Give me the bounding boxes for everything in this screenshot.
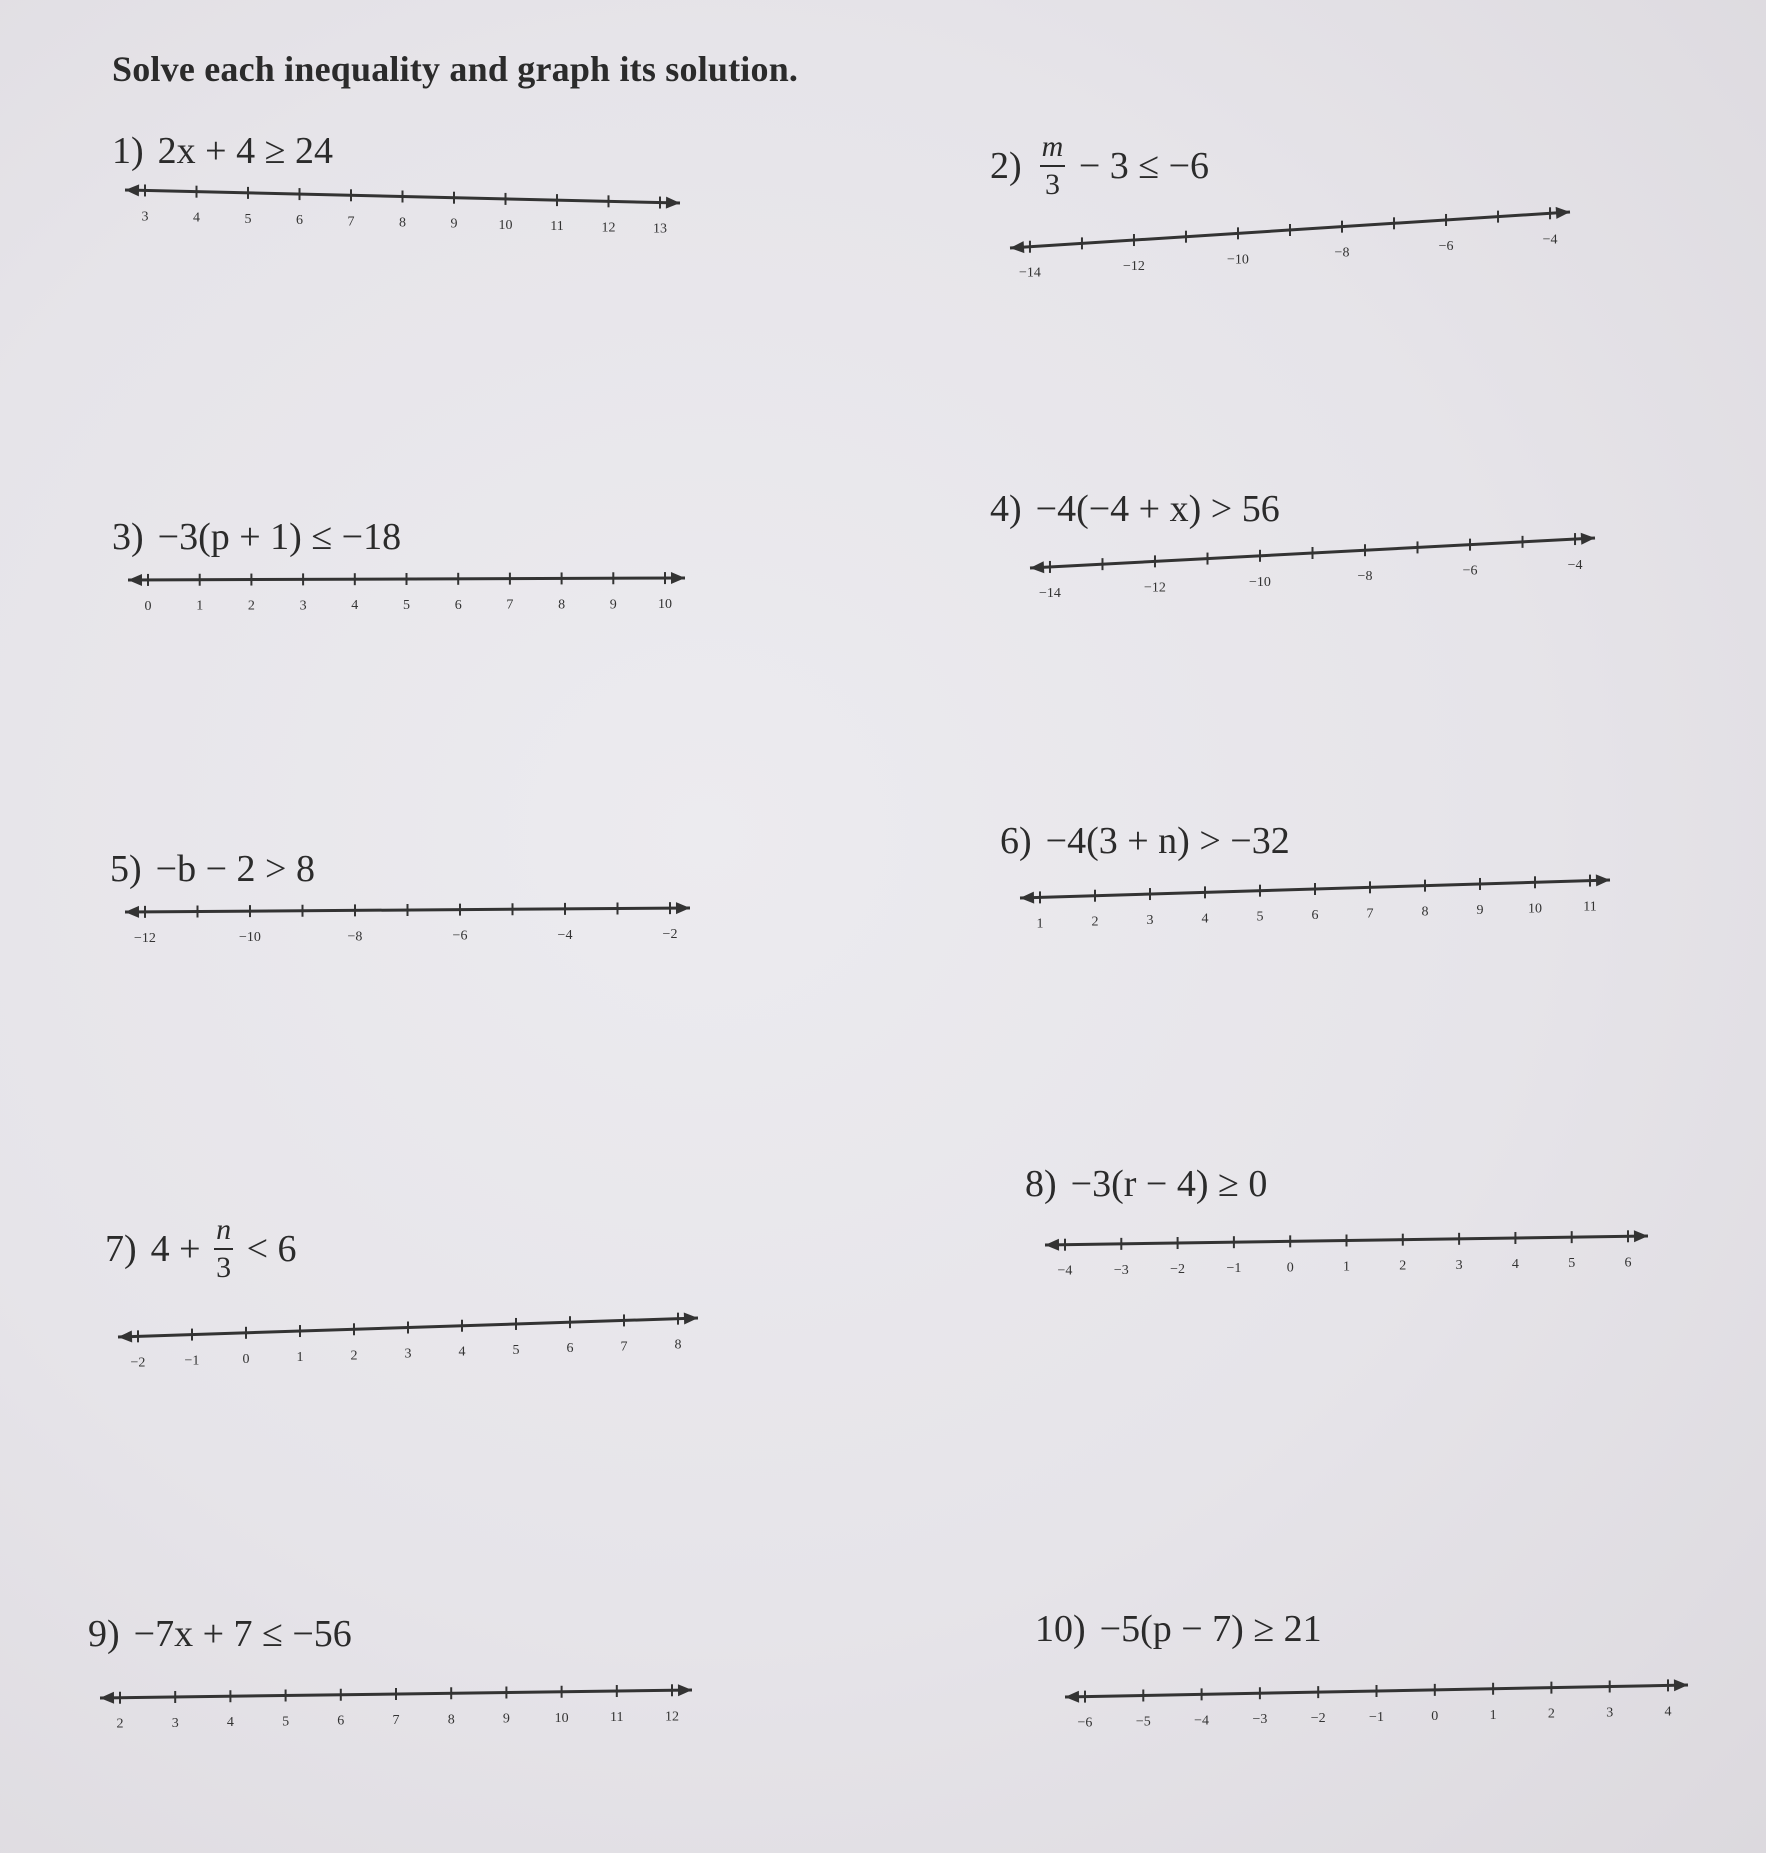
- number-line-label: 6: [337, 1713, 345, 1729]
- number-line-label: 5: [282, 1714, 290, 1730]
- number-line-label: 6: [1311, 908, 1319, 923]
- left-arrow-icon: [100, 1692, 114, 1704]
- number-line-label: −14: [1019, 265, 1041, 281]
- equation-text: 4 +: [150, 1228, 211, 1270]
- number-line-label: −3: [1113, 1262, 1129, 1278]
- equation-text: −3(p + 1) ≤ −18: [157, 516, 402, 558]
- number-line-label: 5: [244, 211, 252, 227]
- problem-number: 6): [1000, 820, 1032, 862]
- number-line-label: 0: [1286, 1260, 1294, 1276]
- number-line-label: −12: [1123, 259, 1145, 275]
- number-line-label: −2: [130, 1355, 146, 1371]
- number-line-label: 9: [1476, 902, 1484, 918]
- right-arrow-icon: [678, 1684, 692, 1696]
- right-arrow-icon: [684, 1312, 698, 1324]
- number-line-label: 4: [1664, 1704, 1672, 1720]
- equation-text: 2x + 4 ≥ 24: [157, 130, 333, 172]
- number-line-label: 3: [1606, 1705, 1614, 1721]
- number-line-label: 3: [299, 598, 307, 614]
- number-line-label: 4: [351, 598, 359, 614]
- number-line-label: 8: [558, 597, 566, 613]
- left-arrow-icon: [125, 184, 139, 196]
- equation-text: −5(p − 7) ≥ 21: [1099, 1608, 1322, 1650]
- number-line-label: −6: [1077, 1715, 1093, 1731]
- number-line-label: 7: [347, 214, 355, 230]
- number-line-label: −4: [557, 927, 573, 943]
- number-line-label: −1: [1226, 1261, 1242, 1277]
- number-line-label: 1: [296, 1350, 304, 1366]
- number-line-label: 3: [1146, 913, 1154, 929]
- number-line-label: 9: [450, 216, 458, 232]
- number-line-label: −5: [1135, 1714, 1151, 1730]
- right-arrow-icon: [671, 572, 685, 584]
- fraction-denominator: 3: [216, 1251, 232, 1284]
- equation-text: − 3 ≤ −6: [1069, 145, 1210, 187]
- problem-6-equation: [1000, 822, 1290, 860]
- problem-5-equation: [110, 850, 315, 888]
- left-arrow-icon: [118, 1331, 132, 1343]
- right-arrow-icon: [1581, 533, 1595, 545]
- number-line-label: −2: [1170, 1262, 1186, 1278]
- fraction: [214, 1215, 233, 1283]
- number-line-label: 5: [1568, 1256, 1576, 1272]
- right-arrow-icon: [666, 197, 680, 209]
- number-line-label: 6: [566, 1341, 574, 1357]
- fraction-numerator: n: [216, 1213, 232, 1246]
- left-arrow-icon: [1065, 1691, 1079, 1703]
- problem-7-number-line[interactable]: [98, 1298, 718, 1387]
- problem-1-equation: [112, 132, 333, 170]
- number-line-label: 6: [454, 597, 462, 613]
- problem-number: 1): [112, 130, 144, 172]
- number-line-label: 11: [610, 1710, 624, 1726]
- number-line-label: 0: [1431, 1708, 1439, 1724]
- number-line-label: 10: [498, 217, 513, 233]
- number-line-label: −3: [1252, 1712, 1268, 1728]
- fraction: [1040, 132, 1066, 200]
- number-line-label: −12: [134, 930, 156, 946]
- number-line-label: 1: [1489, 1707, 1497, 1723]
- number-line-label: 3: [141, 209, 149, 225]
- number-line-label: −10: [1249, 574, 1271, 590]
- number-line-label: 10: [554, 1710, 569, 1726]
- fraction-bar: [214, 1248, 233, 1250]
- number-line-label: 2: [247, 598, 255, 614]
- number-line-label: 8: [1421, 904, 1429, 920]
- problem-8-number-line[interactable]: [1025, 1216, 1668, 1295]
- number-line-label: 11: [550, 219, 564, 235]
- left-arrow-icon: [128, 574, 142, 586]
- right-arrow-icon: [1674, 1679, 1688, 1691]
- number-line-label: 2: [1399, 1258, 1407, 1274]
- number-line-label: 5: [512, 1342, 520, 1358]
- problem-10-number-line[interactable]: [1045, 1665, 1708, 1747]
- number-line-label: −12: [1144, 580, 1166, 596]
- number-line-label: 7: [1366, 906, 1374, 922]
- number-line-label: 4: [226, 1715, 234, 1731]
- number-line-label: 7: [392, 1713, 400, 1728]
- problem-6-number-line[interactable]: [1000, 860, 1630, 948]
- problem-9-number-line[interactable]: [80, 1670, 712, 1748]
- number-line-label: 8: [399, 215, 406, 231]
- left-arrow-icon: [1045, 1239, 1059, 1251]
- number-line-label: 3: [404, 1346, 412, 1362]
- number-line-label: −8: [1334, 245, 1350, 261]
- number-line-label: 4: [1201, 911, 1209, 927]
- number-line-label: −2: [662, 927, 678, 943]
- number-line-label: 1: [1343, 1259, 1350, 1275]
- number-line-label: −14: [1039, 585, 1061, 601]
- number-line-label: −4: [1542, 232, 1558, 248]
- number-line-label: −6: [1438, 238, 1454, 254]
- number-line-label: 2: [350, 1348, 358, 1364]
- number-line-label: 6: [1624, 1255, 1632, 1271]
- number-line-label: −4: [1057, 1263, 1073, 1279]
- number-line-label: 2: [1547, 1706, 1555, 1722]
- fraction-denominator: 3: [1044, 168, 1060, 201]
- number-line-label: 9: [609, 597, 617, 613]
- number-line-label: 1: [196, 598, 204, 614]
- left-arrow-icon: [1020, 892, 1034, 904]
- right-arrow-icon: [1596, 874, 1610, 886]
- number-line-label: 12: [601, 220, 616, 236]
- problem-1-number-line[interactable]: [105, 170, 700, 253]
- number-line-label: 7: [506, 597, 514, 613]
- problem-8-equation: [1025, 1165, 1267, 1203]
- left-arrow-icon: [125, 906, 139, 918]
- number-line-label: 1: [1036, 916, 1044, 932]
- number-line-label: 5: [403, 598, 410, 613]
- number-line-label: 2: [116, 1716, 124, 1732]
- number-line-label: 5: [1256, 909, 1264, 925]
- number-line-label: 0: [242, 1351, 250, 1367]
- number-line-label: 11: [1583, 899, 1597, 915]
- problem-number: 2): [990, 145, 1022, 187]
- right-arrow-icon: [1634, 1230, 1648, 1242]
- number-line-label: 10: [1528, 901, 1543, 917]
- number-line-label: −8: [1357, 569, 1373, 585]
- fraction-bar: [1040, 165, 1066, 167]
- problem-number: 7): [105, 1228, 137, 1270]
- number-line-label: −4: [1567, 558, 1583, 574]
- worksheet-title: Solve each inequality and graph its solution.: [112, 49, 799, 89]
- problem-3-number-line[interactable]: [108, 558, 705, 630]
- number-line-label: 8: [447, 1712, 455, 1728]
- problem-5-number-line[interactable]: [105, 888, 710, 962]
- problem-number: 3): [112, 516, 144, 558]
- problem-number: 8): [1025, 1163, 1057, 1205]
- number-line-label: 2: [1091, 914, 1099, 930]
- number-line-label: −4: [1194, 1713, 1210, 1729]
- number-line-label: 4: [1511, 1256, 1519, 1272]
- number-line-label: −6: [1462, 563, 1478, 579]
- right-arrow-icon: [1556, 207, 1570, 219]
- problem-2-equation: [990, 132, 1209, 200]
- number-line-label: 4: [458, 1344, 466, 1360]
- number-line-label: 3: [171, 1715, 179, 1731]
- number-line-label: 9: [502, 1711, 510, 1727]
- equation-text: −4(3 + n) > −32: [1045, 820, 1290, 862]
- problem-4-number-line[interactable]: [1010, 518, 1615, 618]
- number-line-label: −10: [1227, 252, 1249, 268]
- problem-number: 10): [1035, 1608, 1086, 1650]
- equation-text: −4(−4 + x) > 56: [1035, 488, 1280, 530]
- fraction-numerator: m: [1041, 130, 1064, 163]
- number-line-label: 0: [144, 598, 152, 614]
- equation-text: −3(r − 4) ≥ 0: [1070, 1163, 1268, 1205]
- problem-9-equation: [88, 1615, 352, 1653]
- number-line-label: 4: [192, 210, 200, 226]
- left-arrow-icon: [1030, 561, 1044, 573]
- left-arrow-icon: [1010, 241, 1024, 253]
- number-line-label: −8: [347, 929, 363, 945]
- number-line-label: −2: [1310, 1711, 1326, 1727]
- number-line-label: 3: [1455, 1257, 1463, 1273]
- number-line-label: −6: [452, 928, 468, 944]
- number-line-label: 10: [658, 597, 673, 613]
- problem-3-equation: [112, 518, 401, 556]
- problem-number: 5): [110, 848, 142, 890]
- number-line-label: −1: [1369, 1710, 1384, 1725]
- number-line-label: −1: [184, 1353, 200, 1369]
- number-line-label: 6: [295, 213, 303, 229]
- right-arrow-icon: [676, 902, 690, 914]
- number-line-label: 12: [665, 1709, 680, 1725]
- number-line-label: 7: [620, 1339, 628, 1355]
- number-line-label: 13: [653, 221, 668, 237]
- equation-text: −b − 2 > 8: [155, 848, 315, 890]
- problem-number: 9): [88, 1613, 120, 1655]
- number-line-label: −10: [239, 930, 261, 946]
- equation-text: −7x + 7 ≤ −56: [133, 1613, 352, 1655]
- problem-10-equation: [1035, 1610, 1322, 1648]
- number-line-label: 8: [674, 1337, 682, 1353]
- problem-2-number-line[interactable]: [990, 192, 1590, 298]
- equation-text: < 6: [237, 1228, 297, 1270]
- problem-7-equation: [105, 1215, 297, 1283]
- problem-number: 4): [990, 488, 1022, 530]
